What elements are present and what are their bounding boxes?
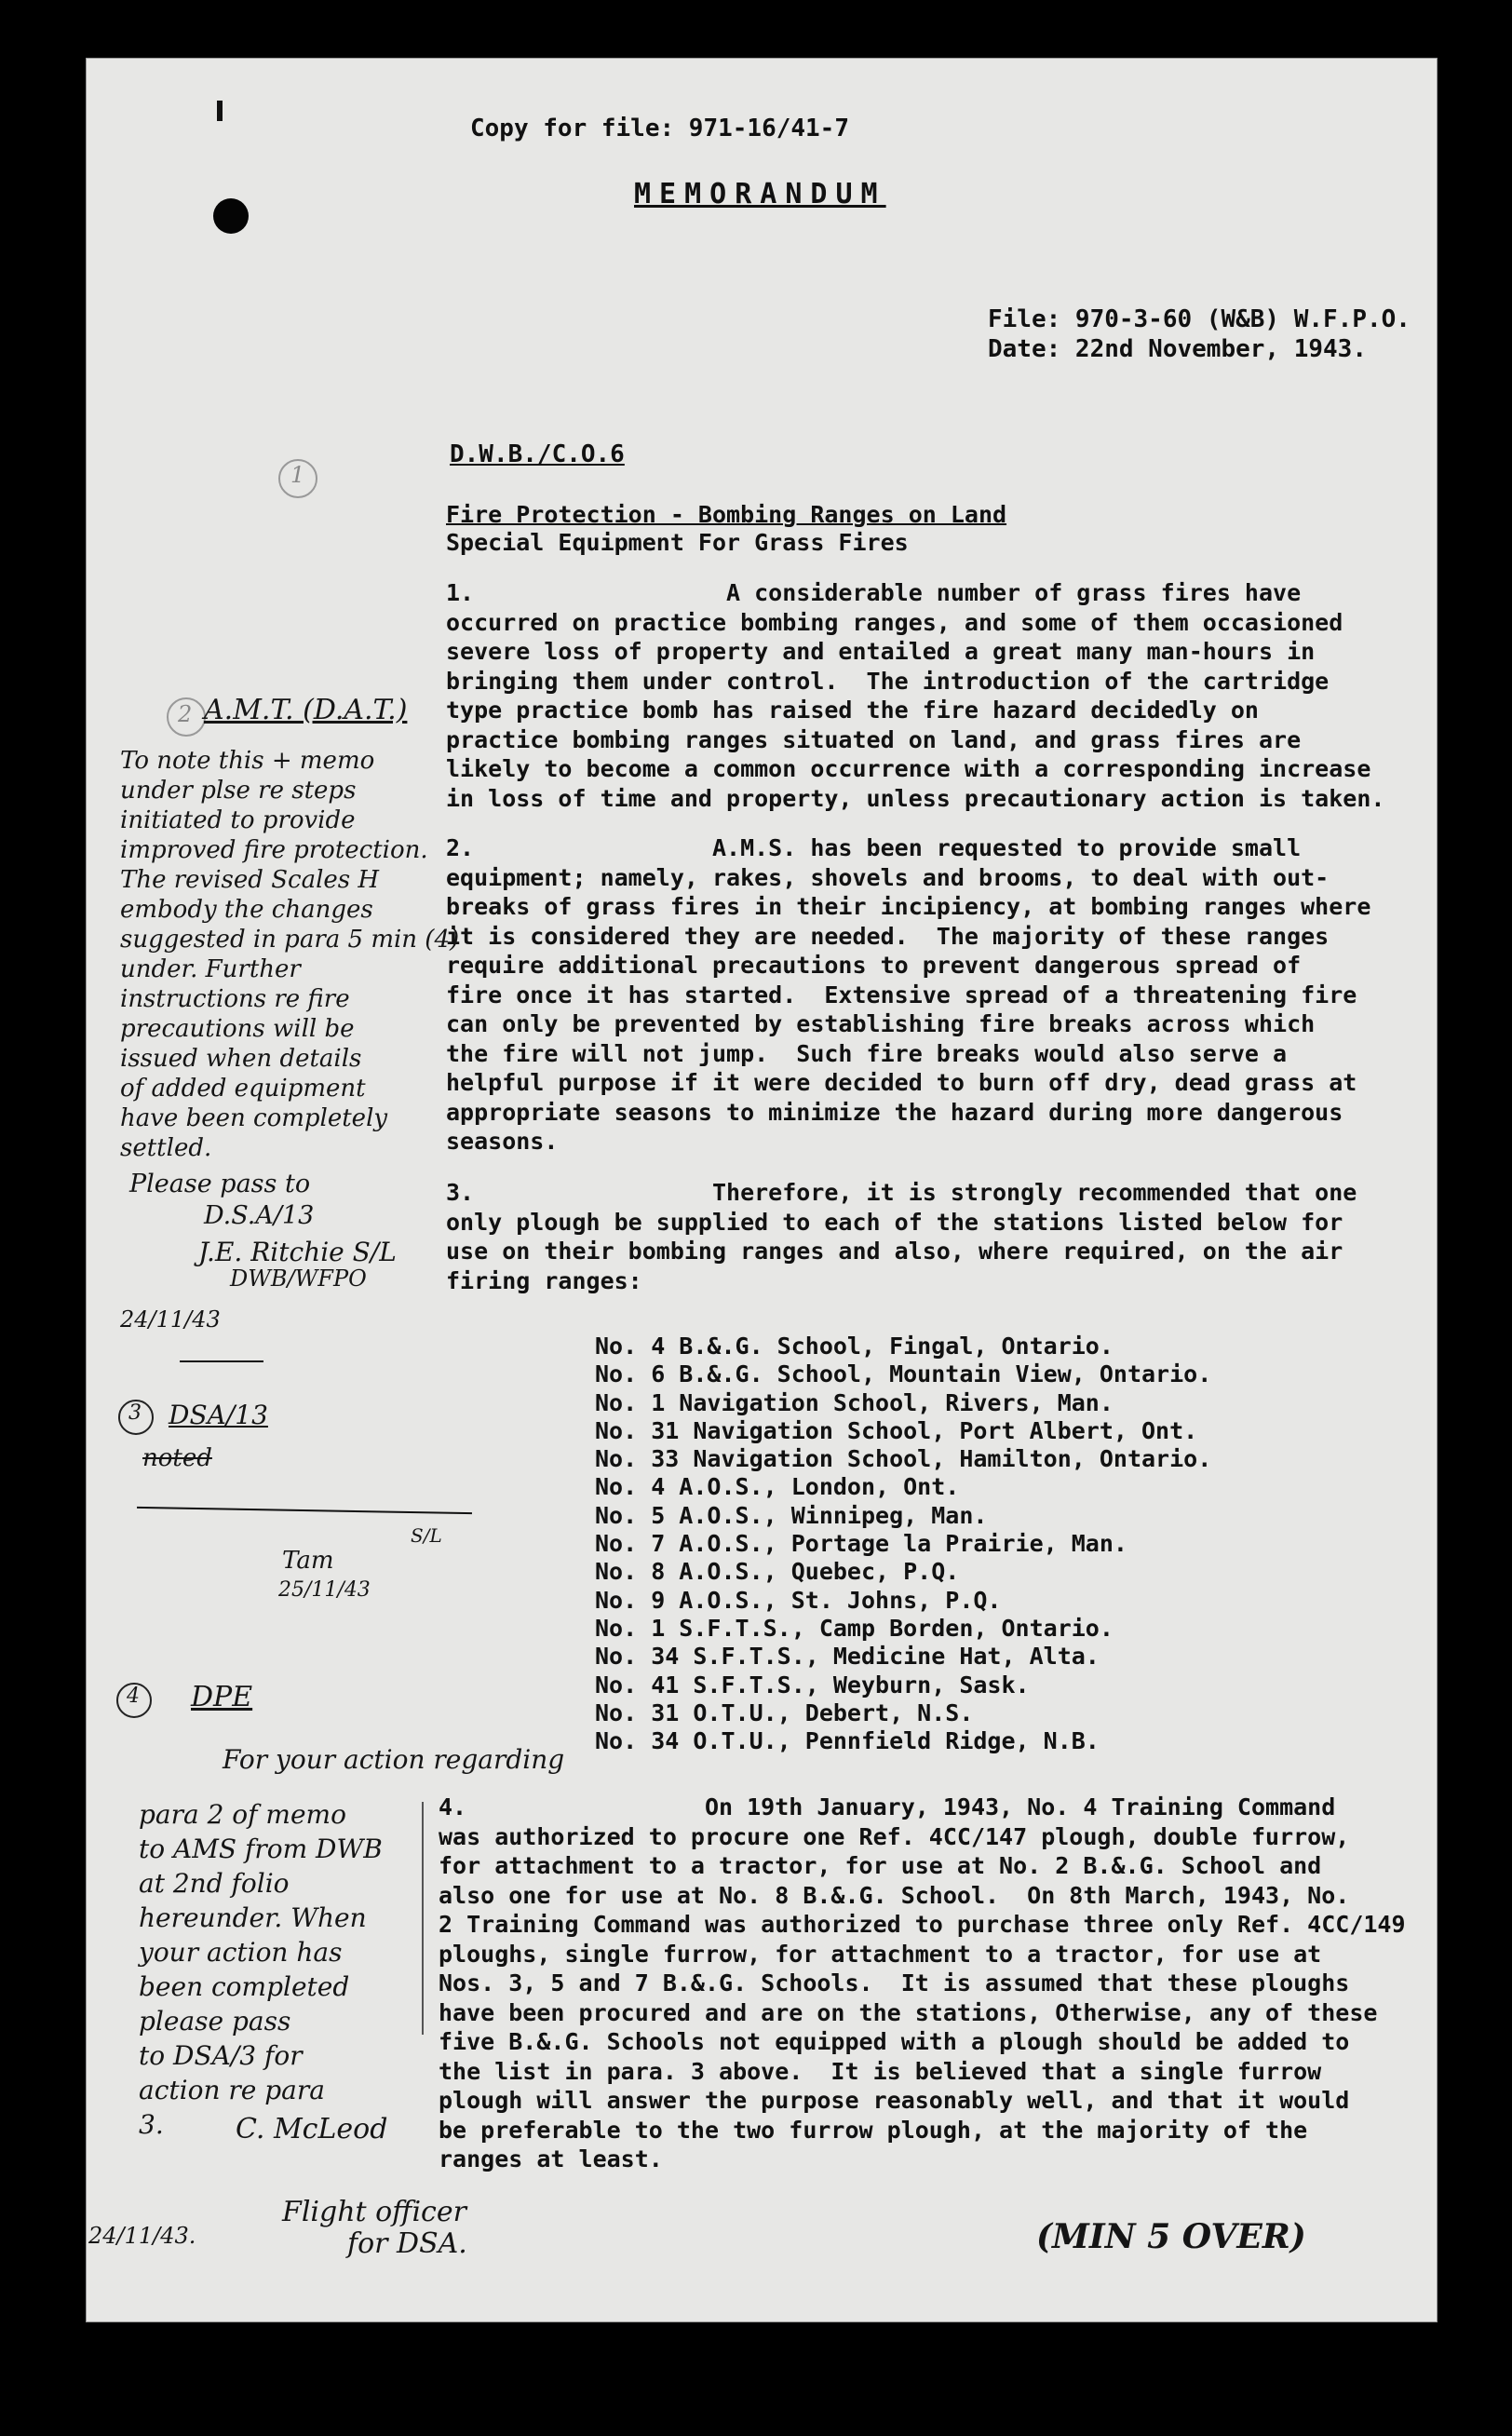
minute-4-number: 4 — [127, 1685, 140, 1708]
minute-3-date: 25/11/43 — [278, 1578, 371, 1602]
station-item: No. 34 S.F.T.S., Medicine Hat, Alta. — [595, 1643, 1100, 1671]
subject-line-1: Fire Protection - Bombing Ranges on Land — [446, 501, 1007, 528]
minute-2-pass-line: Please pass to — [129, 1170, 311, 1198]
minute-2-line: suggested in para 5 min (4) — [120, 926, 460, 954]
memo-title: MEMORANDUM — [634, 178, 886, 210]
minute-2-line: embody the changes — [120, 896, 373, 924]
flight-officer-signature — [282, 2197, 467, 2260]
minute-3-signature: Tam — [282, 1547, 334, 1575]
minute-3-struck-text: noted — [142, 1444, 212, 1472]
minute-2-line: settled. — [120, 1134, 212, 1162]
minute-3-number: 3 — [128, 1401, 142, 1425]
punch-hole — [213, 198, 249, 234]
station-item: No. 34 O.T.U., Pennfield Ridge, N.B. — [595, 1727, 1100, 1755]
copy-for-file: Copy for file: 971-16/41-7 — [470, 115, 849, 142]
addressee: D.W.B./C.O.6 — [450, 440, 625, 468]
station-item: No. 4 B.&.G. School, Fingal, Ontario. — [595, 1333, 1114, 1360]
minute-2-line: To note this + memo — [120, 747, 375, 775]
minute-2-sig-line: DWB/WFPO — [230, 1265, 367, 1292]
flight-officer-line: Flight officer — [282, 2196, 466, 2228]
file-reference: File: 970-3-60 (W&B) W.F.P.O. — [988, 305, 1411, 333]
minute-4-line: please pass — [139, 2006, 291, 2037]
station-item: No. 31 O.T.U., Debert, N.S. — [595, 1698, 974, 1726]
minute-5-over-note: (MIN 5 OVER) — [1036, 2217, 1306, 2256]
minute-3-strikeout — [137, 1507, 472, 1514]
minute-4-line: 3. — [139, 2109, 164, 2140]
station-item: No. 1 Navigation School, Rivers, Man. — [595, 1388, 1114, 1416]
minute-2-line: have been completely — [120, 1104, 388, 1132]
station-item: No. 6 B.&.G. School, Mountain View, Ontario. — [595, 1360, 1212, 1388]
station-item: No. 41 S.F.T.S., Weyburn, Sask. — [595, 1671, 1030, 1698]
minute-2-line: The revised Scales H — [120, 866, 380, 894]
station-item: No. 9 A.O.S., St. Johns, P.Q. — [595, 1586, 1002, 1614]
minute-2-line: initiated to provide — [120, 806, 356, 834]
memo-page — [86, 58, 1438, 2322]
flight-officer-line: for DSA. — [347, 2227, 467, 2260]
minute-4-line: hereunder. When — [139, 1902, 367, 1933]
minute-2-line: instructions re fire — [120, 985, 350, 1013]
minute-2-sig-line: J.E. Ritchie S/L — [198, 1237, 397, 1267]
memo-date: Date: 22nd November, 1943. — [988, 335, 1367, 363]
minute-4-line: your action has — [139, 1937, 343, 1968]
station-item: No. 1 S.F.T.S., Camp Borden, Ontario. — [595, 1614, 1114, 1642]
minute-2-line: under. Further — [120, 955, 301, 983]
minute-4-text — [139, 1742, 564, 2142]
paragraph-3: 3. Therefore, it is strongly recommended that one only plough be supplied to each of the stations listed below for use on their bombing ranges and also, where required, on the air firing ranges: — [446, 1179, 1357, 1294]
paragraph-1: 1. A considerable number of grass fires have occurred on practice bombing ranges, and some of them occasioned severe loss of property and entailed a great many man-hours in bringing them under control. The introduction of the cartridge type practice bomb has raised the fire hazard decidedly on practice bombing ranges situated on land, and grass fires are likely to become a common occurrence with a corresponding increase in loss of time and property, unless precautionary action is taken. — [446, 579, 1385, 812]
minute-3-addressee: DSA/13 — [169, 1400, 268, 1430]
minute-2-pass — [129, 1169, 314, 1232]
minute-4-line: action re para — [139, 2075, 325, 2105]
minute-4-line: para 2 of memo — [139, 1799, 346, 1830]
minute-4-line: been completed — [139, 1971, 350, 2002]
minute-2-pass-line: D.S.A/13 — [204, 1201, 315, 1230]
paragraph-2: 2. A.M.S. has been requested to provide small equipment; namely, rakes, shovels and brooms, to deal with out- breaks of grass fires in their incipiency, at bombing ranges where it is considered they are needed. The majority of these ranges require additional precautions to prevent dangerous spread of fire once it has started. Extensive spread of a threatening fire can only be prevented by establishing fire breaks across which the fire will not jump. Such fire breaks would also serve a helpful purpose if it were decided to burn off dry, dead grass at appropriate seasons to minimize the hazard during more dangerous seasons. — [446, 834, 1371, 1155]
minute-3-sl: S/L — [411, 1524, 442, 1547]
station-item: No. 4 A.O.S., London, Ont. — [595, 1473, 960, 1501]
station-item: No. 7 A.O.S., Portage la Prairie, Man. — [595, 1530, 1127, 1558]
minute-2-line: of added equipment — [120, 1075, 366, 1103]
minute-4-line: For your action regarding — [223, 1744, 565, 1775]
minute-2-signature — [198, 1239, 397, 1292]
station-item: No. 31 Navigation School, Port Albert, Ont. — [595, 1416, 1198, 1444]
minute-2-text — [120, 746, 459, 1163]
minute-2-number: 2 — [178, 701, 193, 727]
minute-4-addressee: DPE — [191, 1681, 253, 1713]
minute-4-line: to DSA/3 for — [139, 2040, 303, 2071]
paragraph-4-margin-rule — [422, 1802, 424, 2035]
subject-line-2: Special Equipment For Grass Fires — [446, 529, 909, 556]
minute-2-date: 24/11/43 — [120, 1306, 221, 1333]
minute-4-signature: C. McLeod — [236, 2113, 388, 2145]
station-item: No. 33 Navigation School, Hamilton, Ontario. — [595, 1445, 1212, 1473]
station-item: No. 8 A.O.S., Quebec, P.Q. — [595, 1558, 960, 1586]
minute-4-line: at 2nd folio — [139, 1868, 290, 1899]
station-list — [595, 1333, 1211, 1755]
minute-4-date: 24/11/43. — [88, 2223, 196, 2249]
minute-divider — [180, 1360, 263, 1362]
minute-2-addressee: A.M.T. (D.A.T.) — [204, 694, 408, 726]
staple-mark — [217, 101, 223, 121]
minute-2-line: issued when details — [120, 1045, 362, 1073]
minute-1-number: 1 — [290, 462, 305, 488]
station-item: No. 5 A.O.S., Winnipeg, Man. — [595, 1501, 988, 1529]
minute-4-line: to AMS from DWB — [139, 1834, 383, 1864]
paragraph-4: 4. On 19th January, 1943, No. 4 Training Command was authorized to procure one Ref. 4CC/147 plough, double furrow, for attachment to a tractor, for use at No. 2 B.&.G. School and also one for use at No. 8 B.&.G. School. On 8th March, 1943, No. 2 Training Command was authorized to purchase three only Ref. 4CC/149 ploughs, single furrow, for attachment to a tractor, for use at Nos. 3, 5 and 7 B.&.G. Schools. It is assumed that these ploughs have been procured and are on the stations, Otherwise, any of these five B.&.G. Schools not equipped with a plough should be added to the list in para. 3 above. It is believed that a single furrow plough will answer the purpose reasonably well, and that it would be preferable to the two furrow plough, at the majority of the ranges at least. — [439, 1793, 1406, 2172]
minute-2-line: improved fire protection. — [120, 836, 428, 864]
minute-2-line: precautions will be — [120, 1015, 355, 1043]
minute-2-line: under plse re steps — [120, 777, 357, 805]
